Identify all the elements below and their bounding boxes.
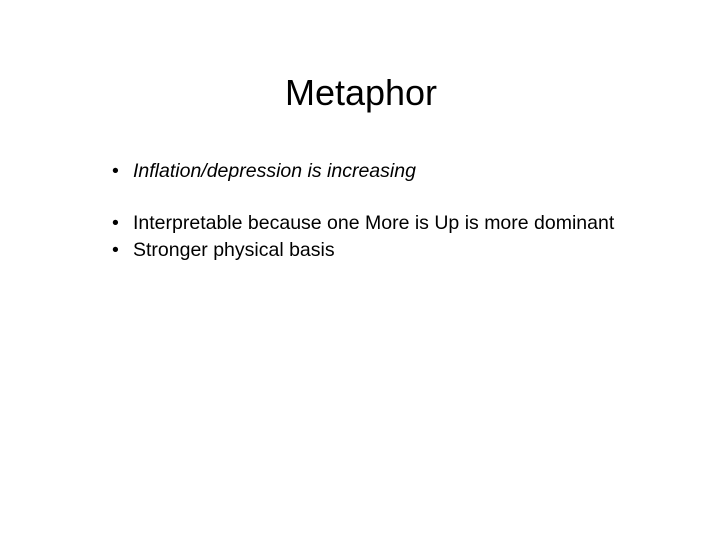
bullet-glyph: • <box>112 212 119 234</box>
bullet-text: Stronger physical basis <box>133 239 335 261</box>
slide-title: Metaphor <box>284 72 438 113</box>
bullet-text: Inflation/depression is increasing <box>133 160 416 182</box>
bullet-item <box>112 211 614 235</box>
bullet-item <box>112 238 335 262</box>
bullet-text: Interpretable because one More is Up is more dominant <box>133 212 615 234</box>
bullet-glyph: • <box>112 160 119 182</box>
bullet-glyph: • <box>112 239 119 261</box>
bullet-item <box>112 159 416 183</box>
